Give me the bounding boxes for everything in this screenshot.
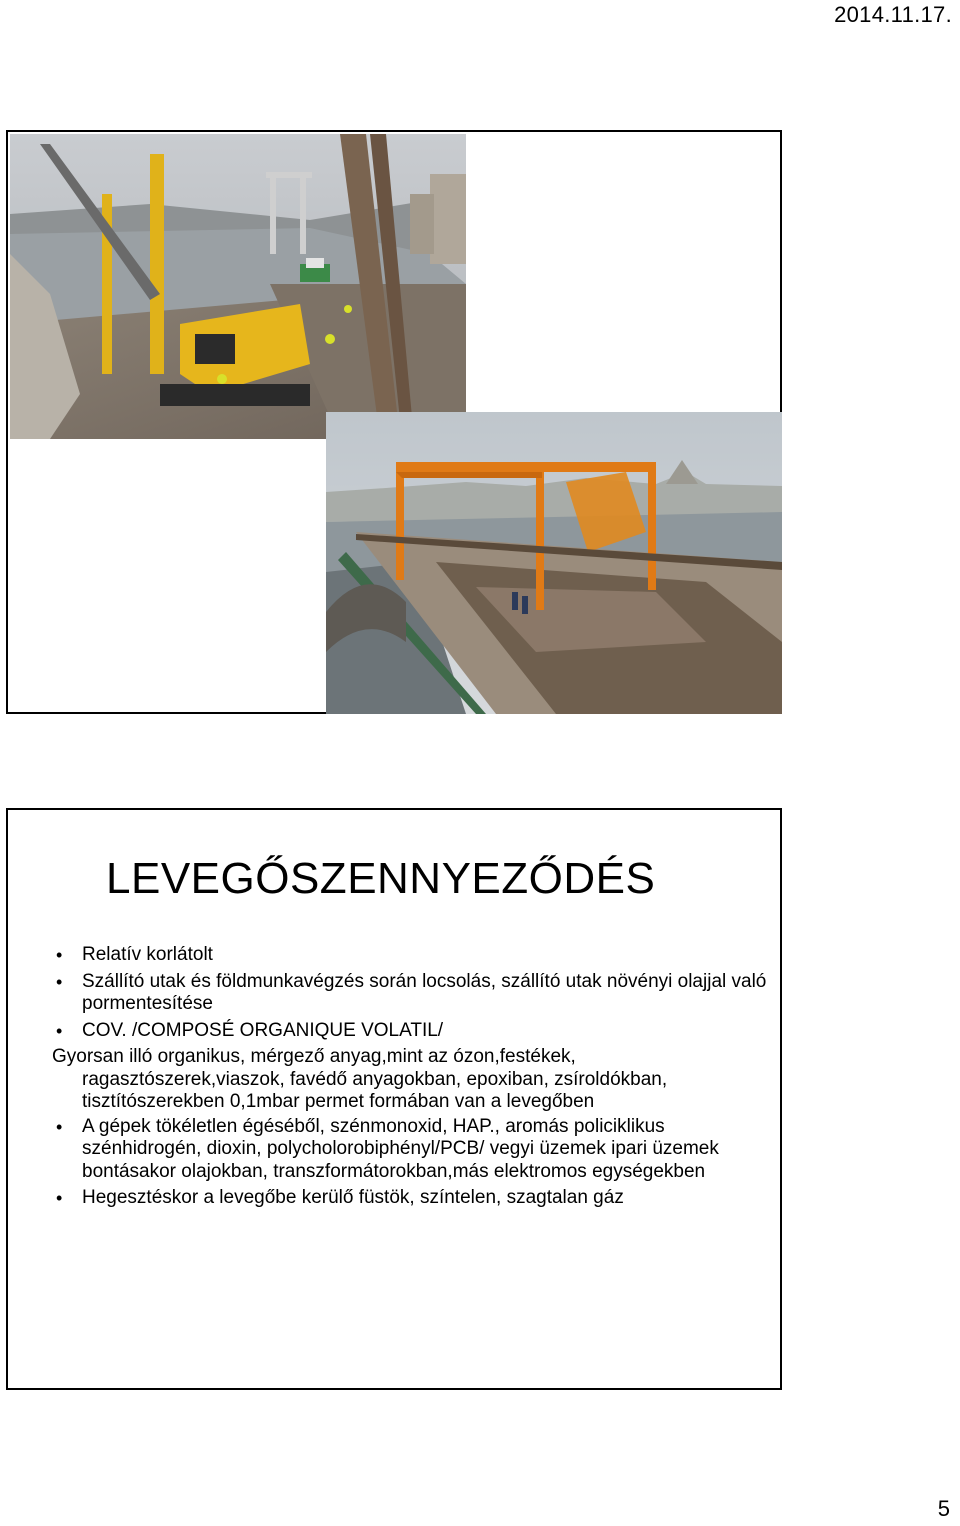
header-date: 2014.11.17. [834,2,952,27]
paragraph-item [52,1046,772,1114]
bullet-item-2 [52,971,772,1016]
bullet-icon: • [56,1116,63,1137]
bridge-construction-image [326,412,782,714]
bridge-construction-photo [326,412,782,714]
slide-title: LEVEGŐSZENNYEZŐDÉS [106,854,656,903]
bullet-icon: • [56,1020,63,1041]
pile-driving-site-image [10,134,466,439]
slide-body [52,944,772,1212]
bullet-text: Szállító utak és földmunkavégzés során locsolás, szállító utak növényi olajjal való pormentesítése [82,970,767,1014]
bullet-item-5 [52,1187,772,1210]
page-number: 5 [937,1496,950,1521]
paragraph-first-line: Gyorsan illó organikus, mérgező anyag,mint az ózon,festékek, [52,1046,576,1067]
text-slide [6,808,782,1390]
bullet-text: COV. /COMPOSÉ ORGANIQUE VOLATIL/ [82,1019,444,1041]
bullet-text: Hegesztéskor a levegőbe kerülő füstök, színtelen, szagtalan gáz [82,1187,624,1208]
bullet-icon: • [56,1188,63,1208]
photo-slide [6,130,782,714]
pile-driving-site-photo [10,134,466,439]
bullet-item-3 [52,1020,772,1043]
bullet-item-1 [52,944,772,967]
bullet-text: Relatív korlátolt [82,944,213,965]
paragraph-rest: ragasztószerek,viaszok, favédő anyagokban, epoxiban, zsíroldókban, tisztítószerekben 0,1mbar permet formában van a levegőben [82,1068,668,1112]
bullet-text: A gépek tökéletlen égéséből, szénmonoxid, HAP., aromás policiklikus szénhidrogén, dioxin, polycholorobiphényl/PCB/ vegyi üzemek ipari üzemek bontásakor olajokban, transzformátorokban,más elektromos egységekben [82,1115,719,1182]
bullet-icon: • [56,971,63,992]
bullet-item-4 [52,1116,772,1184]
bullet-icon: • [56,945,63,965]
